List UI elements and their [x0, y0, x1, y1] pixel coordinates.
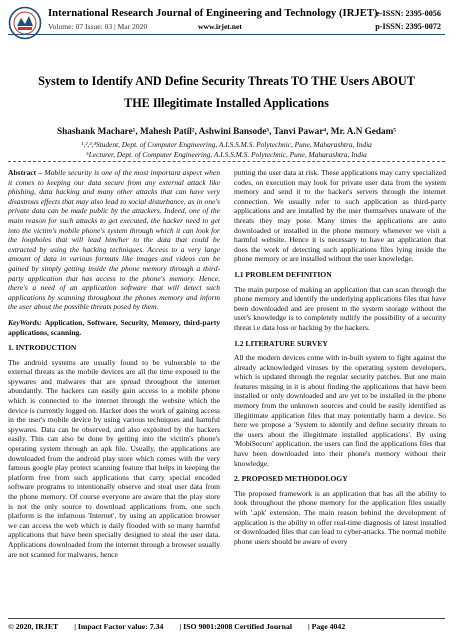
- abstract: [8, 168, 220, 312]
- section-methodology-title: 2. PROPOSED METHODOLOGY: [234, 474, 348, 484]
- volume-info: Volume: 07 Issue: 03 | Mar 2020: [48, 22, 148, 31]
- journal-url[interactable]: www.irjet.net: [198, 22, 242, 31]
- footer-divider: [8, 618, 445, 619]
- paper-title-line-2: THE Illegitimate Installed Applications: [124, 96, 329, 110]
- section-introduction-text: The android systems are usually found to be vulnerable to the external threats as the mobile devices are all the time exposed to the spywares and malwares that are spread throughout the internet abundantly. The hackers can easily gain access to a mobile phone which is connected to the internet through the website which the device is currently logged on. Hacker does the work of gaining access in the user's mobile device by using various techniques and harmful spywares. Data can be observed, and also exploited by the hackers easily. This can also be done by getting into the victim's phone's operating system through an apk file. Usually, the applications are downloaded from the android play store which comes with the very famous google play protect scanning feature that helps in keeping the platform free from such applications that carry special encoded software programs to intentionally observe and steal user data from the phone memory. Of course everyone are aware that the play store is not the only source to download applications from, one such platform is the infamous 'Internet', by using an application browser we can access the web which is daily flooded with so many harmful applications that have been specially designed to steal the user data. Applications downloaded from the internet through a browser usually are not scanned for malwares, hence: [8, 357, 220, 559]
- footer-iso: | ISO 9001:2008 Certified Journal: [179, 622, 293, 631]
- affiliation-students: ¹,²,³,⁴Student, Dept. of Computer Engineering, A.I.S.S.M.S. Polytechnic, Pune, Maharashtra, India: [81, 140, 372, 149]
- footer-copyright: © 2020, IRJET: [8, 622, 59, 631]
- keywords: [8, 318, 220, 337]
- page-footer: [8, 622, 359, 631]
- paper-title-line-1: System to Identify AND Define Security Threats TO THE Users ABOUT: [38, 74, 415, 88]
- abstract-label: Abstract –: [8, 168, 43, 177]
- section-divider: [8, 161, 445, 162]
- right-column: [234, 168, 446, 552]
- e-issn: e-ISSN: 2395-0056: [376, 9, 441, 18]
- authors: Shashank Machare¹, Mahesh Patil², Ashwini Bansode³, Tanvi Pawar⁴, Mr. A.N Gedam⁵: [57, 126, 396, 136]
- journal-header: [0, 0, 453, 58]
- footer-page-number: | Page 4042: [307, 622, 346, 631]
- footer-impact-factor: | Impact Factor value: 7.34: [74, 622, 164, 631]
- section-literature-survey-title: 1.2 LITERATURE SURVEY: [234, 338, 328, 348]
- section-problem-definition-title: 1.1 PROBLEM DEFINITION: [234, 269, 332, 279]
- introduction-continued: putting the user data at risk. These applications may carry specialized codes, on execution may look for private user data from the system memory and send it to the hacker's servers through the internet connection. We usually refer to such application as third-party applications and are installed by the user themselves unaware of the threats they may pose. Many times the applications are auto downloaded or installed in the phone memory whenever we visit a harmful website. Hence it is necessary to have an application that does the work of detecting such applications files lying inside the phone memory or are installed without the user knowledge.: [234, 168, 446, 264]
- abstract-text: Mobile security is one of the most important aspect when it comes to keeping our data secure from any external attack like phishing, data hacking and many other attacks that can have very disastrous effects that may also lead to social disturbance, as in one's private data can be made public by the attackers. Indeed, one of the main reason for such attacks to get executed, the hacker need to get into the victim's mobile phone's system through which it can look for the loopholes that will lead him/her to the data that could be extracted by using the hacking techniques. Access to a very large amount of data in various formats like images and videos can be gained by simply getting inside the phone memory through a third-party application that has access to the phone's memory. Hence, there's a need of an application software that will detect such applications by scanning throughout the phones memory and inform the user about the possible threats posed by them.: [8, 168, 220, 312]
- journal-name: International Research Journal of Engineering and Technology (IRJET): [48, 8, 378, 19]
- section-problem-definition-text: The main purpose of making an application that can scan through the phone memory and identify the underlying applications files that have been downloaded and are present in the system storage without the user's knowledge is to completely nullify the possibility of a security threat i.e data loss or hacking by the hackers.: [234, 284, 446, 332]
- section-literature-survey-text: All the modern devices come with in-built system to fight against the already acknowledged viruses by the operating system developers, which is updated through the regular security patches. But one main features missing in it is about finding the applications that have been installed or only downloaded and are yet to be installed in the phone memory from the unknown sources and could be easily identified as illegitimate application files that may potentially harm a device. So here we propose a 'System to identify and define security threats to the users about the illegitimate installed applications'. By using 'MobiSecure' application, the users can find the applications files that have been downloaded into their phone's memory without their knowledge.: [234, 353, 446, 468]
- section-methodology-text: The proposed framework is an application that has all the ability to look throughout the phone memory for the application files usually with '.apk' extension. The main reason behind the development of application is the ability to offer real-time diagnosis of latest installed or downloaded files that can lead to cyber-attacks. The normal mobile phone users should be aware of every: [234, 488, 446, 546]
- affiliation-lecturer: ⁵Lecturer, Dept. of Computer Engineering, A.I.S.S.M.S. Polytechnic, Pune, Maharashtra, India: [86, 150, 367, 159]
- section-introduction-title: 1. INTRODUCTION: [8, 343, 77, 353]
- p-issn: p-ISSN: 2395-0072: [375, 22, 441, 31]
- left-column: [8, 168, 220, 565]
- header-divider: [8, 34, 445, 35]
- keywords-text: Application, Software, Security, Memory, third-party applications, scanning.: [8, 317, 220, 337]
- keywords-label: KeyWords:: [8, 317, 42, 327]
